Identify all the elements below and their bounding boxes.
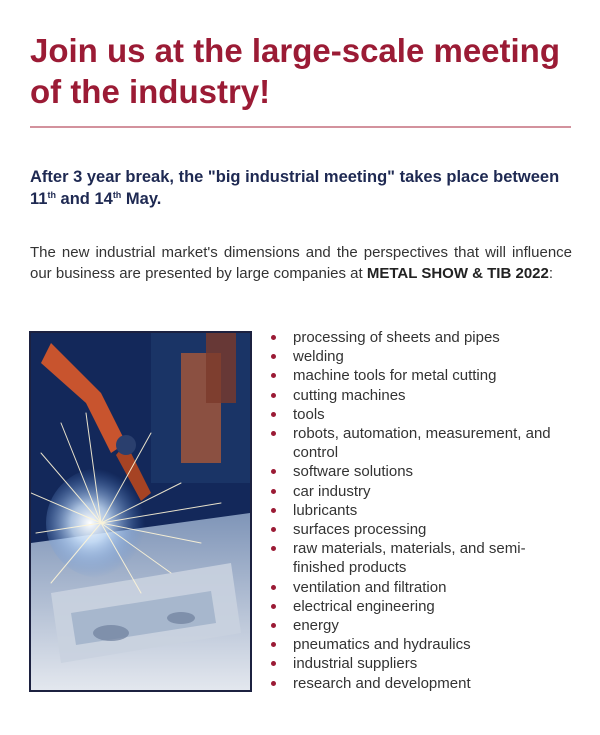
topic-label: robots, automation, measurement, and control [293, 425, 551, 462]
list-item [271, 424, 571, 462]
list-item [271, 386, 571, 405]
topic-label: tools [293, 405, 325, 423]
subtitle-text-2: and 14 [55, 190, 113, 208]
bullet-dot-icon [271, 585, 276, 590]
bullet-dot-icon [271, 623, 276, 628]
list-item [271, 328, 571, 347]
subtitle-text-3: May. [121, 190, 162, 208]
bullet-dot-icon [271, 661, 276, 666]
topic-label: surfaces processing [293, 521, 427, 539]
bullet-dot-icon [271, 681, 276, 686]
topic-label: machine tools for metal cutting [293, 367, 497, 385]
subtitle-sup-1: th [47, 190, 56, 200]
bullet-dot-icon [271, 335, 276, 340]
bullet-dot-icon [271, 604, 276, 609]
bullet-dot-icon [271, 412, 276, 417]
list-item [271, 520, 571, 539]
list-item [271, 616, 571, 635]
page-title: Join us at the large-scale meeting of the industry! [30, 32, 560, 110]
list-item [271, 578, 571, 597]
intro-text: The new industrial market's dimensions and the perspectives that will influence our business are presented by large companies at [30, 244, 572, 282]
bullet-dot-icon [271, 546, 276, 551]
topic-label: lubricants [293, 501, 358, 519]
topic-label: processing of sheets and pipes [293, 329, 500, 346]
topic-label: welding [293, 348, 344, 366]
bullet-dot-icon [271, 373, 276, 378]
list-item [271, 462, 571, 481]
intro-paragraph [30, 242, 572, 284]
list-item [271, 597, 571, 616]
subtitle-sup-2: th [112, 190, 122, 200]
bullet-dot-icon [271, 431, 276, 436]
list-item [271, 366, 571, 385]
topic-label: electrical engineering [293, 597, 435, 615]
bullet-dot-icon [271, 527, 276, 532]
list-item [271, 501, 571, 520]
event-dates-subtitle [30, 166, 575, 210]
topic-label: ventilation and filtration [293, 578, 447, 596]
topic-label: raw materials, materials, and semi-finished products [293, 540, 526, 577]
topic-label: research and development [293, 674, 471, 692]
event-name: METAL SHOW & TIB 2022 [366, 265, 549, 282]
topic-label: pneumatics and hydraulics [293, 636, 471, 654]
list-item [271, 674, 571, 693]
bullet-dot-icon [271, 354, 276, 359]
title-divider [30, 126, 571, 128]
welding-robot-photo [29, 331, 252, 692]
topic-label: energy [293, 617, 339, 635]
topic-label: software solutions [293, 463, 414, 481]
bullet-dot-icon [271, 489, 276, 494]
bullet-dot-icon [271, 393, 276, 398]
topic-label: industrial suppliers [293, 655, 418, 673]
topic-label: cutting machines [293, 386, 406, 404]
bullet-dot-icon [271, 508, 276, 513]
intro-suffix: : [548, 265, 554, 282]
welding-robot-illustration [31, 333, 250, 690]
bullet-dot-icon [271, 642, 276, 647]
list-item [271, 482, 571, 501]
list-item [271, 405, 571, 424]
list-item [271, 347, 571, 366]
list-item [271, 654, 571, 673]
bullet-dot-icon [271, 469, 276, 474]
list-item [271, 635, 571, 654]
subtitle-text-1: After 3 year break, the "big industrial meeting" takes place between 11 [30, 168, 560, 208]
industry-topics-list [271, 328, 571, 693]
topic-label: car industry [293, 482, 371, 500]
list-item [271, 539, 571, 577]
